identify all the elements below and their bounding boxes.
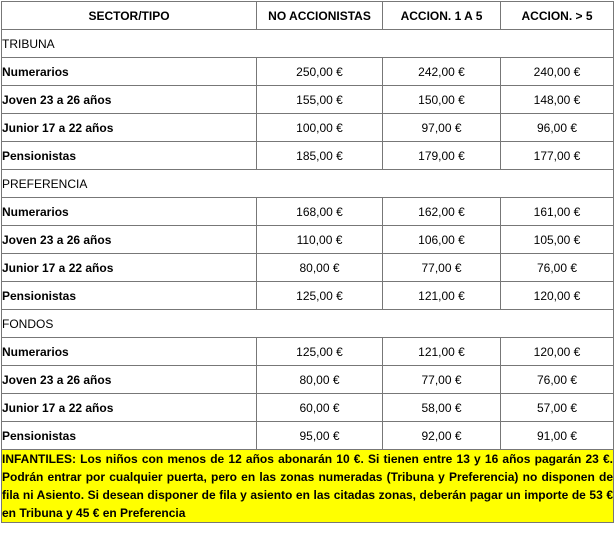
table-row <box>2 198 614 226</box>
header-accion-gt-5: ACCION. > 5 <box>501 2 614 30</box>
row-label: Numerarios <box>2 338 257 366</box>
price-cell: 177,00 € <box>501 142 614 170</box>
price-cell: 110,00 € <box>257 226 383 254</box>
price-cell: 185,00 € <box>257 142 383 170</box>
row-label: Joven 23 a 26 años <box>2 226 257 254</box>
row-label: Pensionistas <box>2 282 257 310</box>
price-cell: 242,00 € <box>383 58 501 86</box>
price-cell: 162,00 € <box>383 198 501 226</box>
price-cell: 155,00 € <box>257 86 383 114</box>
price-table <box>1 1 614 523</box>
price-cell: 100,00 € <box>257 114 383 142</box>
price-cell: 125,00 € <box>257 282 383 310</box>
table-row <box>2 394 614 422</box>
price-cell: 76,00 € <box>501 366 614 394</box>
price-cell: 76,00 € <box>501 254 614 282</box>
header-sector: SECTOR/TIPO <box>2 2 257 30</box>
price-cell: 106,00 € <box>383 226 501 254</box>
price-cell: 77,00 € <box>383 254 501 282</box>
row-label: Joven 23 a 26 años <box>2 86 257 114</box>
price-cell: 95,00 € <box>257 422 383 450</box>
section-preferencia: PREFERENCIA <box>2 170 614 198</box>
price-cell: 58,00 € <box>383 394 501 422</box>
price-cell: 161,00 € <box>501 198 614 226</box>
price-cell: 121,00 € <box>383 282 501 310</box>
price-cell: 80,00 € <box>257 254 383 282</box>
price-cell: 57,00 € <box>501 394 614 422</box>
price-cell: 168,00 € <box>257 198 383 226</box>
row-label: Junior 17 a 22 años <box>2 394 257 422</box>
price-cell: 77,00 € <box>383 366 501 394</box>
section-tribuna: TRIBUNA <box>2 30 614 58</box>
price-cell: 120,00 € <box>501 282 614 310</box>
table-row <box>2 58 614 86</box>
row-label: Numerarios <box>2 198 257 226</box>
price-cell: 97,00 € <box>383 114 501 142</box>
table-row <box>2 254 614 282</box>
price-cell: 91,00 € <box>501 422 614 450</box>
price-cell: 96,00 € <box>501 114 614 142</box>
price-cell: 250,00 € <box>257 58 383 86</box>
section-row <box>2 170 614 198</box>
price-cell: 150,00 € <box>383 86 501 114</box>
price-cell: 105,00 € <box>501 226 614 254</box>
price-cell: 121,00 € <box>383 338 501 366</box>
header-no-accionistas: NO ACCIONISTAS <box>257 2 383 30</box>
price-cell: 148,00 € <box>501 86 614 114</box>
section-fondos: FONDOS <box>2 310 614 338</box>
table-row <box>2 114 614 142</box>
table-row <box>2 226 614 254</box>
row-label: Pensionistas <box>2 142 257 170</box>
table-row <box>2 142 614 170</box>
price-cell: 240,00 € <box>501 58 614 86</box>
row-label: Junior 17 a 22 años <box>2 114 257 142</box>
table-row <box>2 366 614 394</box>
row-label: Junior 17 a 22 años <box>2 254 257 282</box>
header-accion-1-5: ACCION. 1 A 5 <box>383 2 501 30</box>
price-cell: 125,00 € <box>257 338 383 366</box>
table-row <box>2 282 614 310</box>
price-cell: 60,00 € <box>257 394 383 422</box>
section-row <box>2 30 614 58</box>
price-cell: 120,00 € <box>501 338 614 366</box>
price-cell: 179,00 € <box>383 142 501 170</box>
table-row <box>2 422 614 450</box>
infantiles-note: INFANTILES: Los niños con menos de 12 años abonarán 10 €. Si tienen entre 13 y 16 años pagarán 23 €. Podrán entrar por cualquier puerta, pero en las zonas numeradas (Tribuna y Preferencia) no disponen de fila ni Asiento. Si desean disponer de fila y asiento en las citadas zonas, deberán pagar un importe de 53 € en Tribuna y 45 € en Preferencia <box>2 450 614 523</box>
header-row <box>2 2 614 30</box>
row-label: Pensionistas <box>2 422 257 450</box>
table-row <box>2 86 614 114</box>
price-cell: 92,00 € <box>383 422 501 450</box>
section-row <box>2 310 614 338</box>
table-row <box>2 338 614 366</box>
note-row <box>2 450 614 523</box>
row-label: Joven 23 a 26 años <box>2 366 257 394</box>
row-label: Numerarios <box>2 58 257 86</box>
price-cell: 80,00 € <box>257 366 383 394</box>
